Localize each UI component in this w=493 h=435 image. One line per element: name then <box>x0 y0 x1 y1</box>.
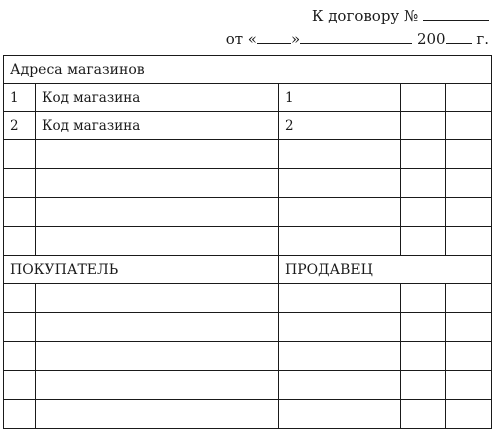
empty-cell[interactable] <box>446 371 492 400</box>
empty-row <box>4 284 492 313</box>
table-row <box>4 112 492 140</box>
empty-cell[interactable] <box>446 140 492 169</box>
seller-label: ПРОДАВЕЦ <box>279 256 492 284</box>
empty-cell[interactable] <box>401 313 446 342</box>
empty-cell[interactable] <box>4 140 36 169</box>
empty-cell[interactable] <box>401 342 446 371</box>
empty-cell[interactable] <box>446 112 492 140</box>
row-value: 1 <box>279 84 401 112</box>
empty-cell[interactable] <box>4 227 36 256</box>
empty-cell[interactable] <box>446 342 492 371</box>
table-title: Адреса магазинов <box>4 56 492 84</box>
empty-cell[interactable] <box>4 169 36 198</box>
date-quote-close: » <box>290 30 301 48</box>
empty-row <box>4 169 492 198</box>
empty-cell[interactable] <box>4 313 36 342</box>
empty-cell[interactable] <box>401 84 446 112</box>
empty-cell[interactable] <box>401 198 446 227</box>
row-index: 2 <box>4 112 36 140</box>
empty-row <box>4 227 492 256</box>
parties-header-row <box>4 256 492 284</box>
table-title-row <box>4 56 492 84</box>
contract-date-line <box>226 30 489 48</box>
empty-cell[interactable] <box>279 227 401 256</box>
empty-cell[interactable] <box>4 371 36 400</box>
empty-cell[interactable] <box>36 371 279 400</box>
year-prefix: 200 <box>416 30 446 48</box>
empty-cell[interactable] <box>401 140 446 169</box>
year-blank[interactable] <box>446 30 472 44</box>
empty-cell[interactable] <box>4 198 36 227</box>
empty-cell[interactable] <box>36 169 279 198</box>
row-index: 1 <box>4 84 36 112</box>
empty-cell[interactable] <box>279 169 401 198</box>
empty-cell[interactable] <box>36 313 279 342</box>
empty-cell[interactable] <box>446 284 492 313</box>
empty-cell[interactable] <box>279 400 401 429</box>
empty-cell[interactable] <box>36 227 279 256</box>
empty-cell[interactable] <box>4 400 36 429</box>
empty-cell[interactable] <box>36 342 279 371</box>
row-value: 2 <box>279 112 401 140</box>
empty-cell[interactable] <box>36 140 279 169</box>
empty-cell[interactable] <box>401 169 446 198</box>
empty-cell[interactable] <box>36 400 279 429</box>
empty-cell[interactable] <box>401 400 446 429</box>
month-blank[interactable] <box>300 30 412 44</box>
row-label: Код магазина <box>36 112 279 140</box>
table-row <box>4 84 492 112</box>
contract-reference-label: К договору № <box>311 7 419 25</box>
empty-cell[interactable] <box>401 371 446 400</box>
empty-cell[interactable] <box>279 140 401 169</box>
contract-number-blank[interactable] <box>423 7 489 21</box>
empty-row <box>4 400 492 429</box>
empty-cell[interactable] <box>401 227 446 256</box>
empty-cell[interactable] <box>446 400 492 429</box>
empty-cell[interactable] <box>446 313 492 342</box>
year-suffix: г. <box>476 30 489 48</box>
buyer-label: ПОКУПАТЕЛЬ <box>4 256 279 284</box>
empty-cell[interactable] <box>279 313 401 342</box>
empty-row <box>4 313 492 342</box>
empty-cell[interactable] <box>36 284 279 313</box>
empty-cell[interactable] <box>279 198 401 227</box>
empty-row <box>4 342 492 371</box>
empty-cell[interactable] <box>279 371 401 400</box>
empty-cell[interactable] <box>36 198 279 227</box>
date-prefix: от « <box>225 30 257 48</box>
empty-cell[interactable] <box>401 112 446 140</box>
empty-cell[interactable] <box>446 227 492 256</box>
empty-cell[interactable] <box>446 84 492 112</box>
empty-cell[interactable] <box>4 342 36 371</box>
empty-row <box>4 140 492 169</box>
empty-row <box>4 371 492 400</box>
empty-row <box>4 198 492 227</box>
row-label: Код магазина <box>36 84 279 112</box>
empty-cell[interactable] <box>446 198 492 227</box>
empty-cell[interactable] <box>279 284 401 313</box>
empty-cell[interactable] <box>279 342 401 371</box>
day-blank[interactable] <box>257 30 291 44</box>
contract-reference-line <box>312 7 489 25</box>
empty-cell[interactable] <box>446 169 492 198</box>
empty-cell[interactable] <box>401 284 446 313</box>
store-addresses-table <box>3 55 492 429</box>
empty-cell[interactable] <box>4 284 36 313</box>
